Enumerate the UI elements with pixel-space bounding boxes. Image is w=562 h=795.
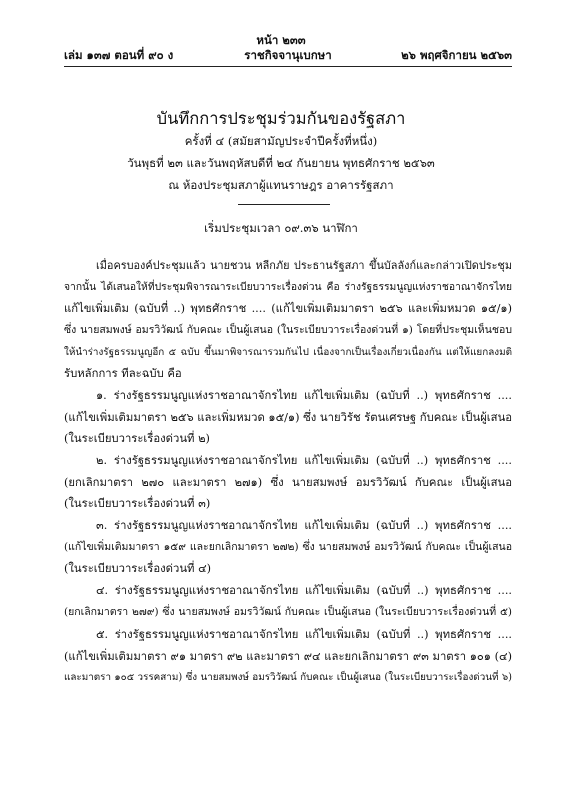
paragraph-line: (แก้ไขเพิ่มเติมมาตรา ๒๕๖ และเพิ่มหมวด ๑๕/๑) ซึ่ง นายวิรัช รัตนเศรษฐ กับคณะ เป็นผู้เสนอ <box>64 410 512 424</box>
paragraph-line: (ยกเลิกมาตรา ๒๗๙) ซึ่ง นายสมพงษ์ อมรวิวัฒน์ กับคณะ เป็นผู้เสนอ (ในระเบียบวาระเรื่องด่วนที่ ๕) <box>64 605 512 618</box>
document-title: บันทึกการประชุมร่วมกันของรัฐสภา <box>156 109 406 128</box>
paragraph-line: (ในระเบียบวาระเรื่องด่วนที่ ๔) <box>64 562 212 576</box>
running-header <box>64 47 512 63</box>
paragraph-line: (ในระเบียบวาระเรื่องด่วนที่ ๒) <box>64 432 210 446</box>
paragraph-intro <box>64 255 512 385</box>
paragraph-line: (แก้ไขเพิ่มเติมมาตรา ๙๑ มาตรา ๙๒ และมาตรา ๙๔ และยกเลิกมาตรา ๙๓ มาตรา ๑๐๑ (๔) <box>64 649 512 663</box>
page-number: หน้า ๒๓๓ <box>256 33 306 47</box>
paragraph-line: ๑. ร่างรัฐธรรมนูญแห่งราชอาณาจักรไทย แก้ไขเพิ่มเติม (ฉบับที่ ..) พุทธศักราช .... <box>96 389 512 402</box>
paragraph-line: แก้ไขเพิ่มเติม (ฉบับที่ ..) พุทธศักราช .... (แก้ไขเพิ่มเติมมาตรา ๒๕๖ และเพิ่มหมวด ๑๕/๑) <box>64 302 512 316</box>
paragraph-line: ๓. ร่างรัฐธรรมนูญแห่งราชอาณาจักรไทย แก้ไขเพิ่มเติม (ฉบับที่ ..) พุทธศักราช .... <box>96 519 512 532</box>
paragraph-line: ให้นำร่างรัฐธรรมนูญอีก ๕ ฉบับ ขึ้นมาพิจารณารวมกันไป เนื่องจากเป็นเรื่องเกี่ยวเนื่องกัน แต่ให้แยกลงมติ <box>64 346 512 358</box>
paragraph-line: และมาตรา ๑๐๕ วรรคสาม) ซึ่ง นายสมพงษ์ อมรวิวัฒน์ กับคณะ เป็นผู้เสนอ (ในระเบียบวาระเรื่องด่วนที่ ๖) <box>64 672 512 684</box>
gazette-name: ราชกิจจานุเบกษา <box>244 48 332 62</box>
agenda-item-3 <box>64 515 512 580</box>
session-line: ครั้งที่ ๔ (สมัยสามัญประจำปีครั้งที่หนึ่ง) <box>184 134 378 148</box>
agenda-item-2 <box>64 450 512 515</box>
paragraph-line: (ในระเบียบวาระเรื่องด่วนที่ ๓) <box>64 497 211 511</box>
paragraph-line: (แก้ไขเพิ่มเติมมาตรา ๑๕๙ และยกเลิกมาตรา ๒๗๒) ซึ่ง นายสมพงษ์ อมรวิวัฒน์ กับคณะ เป็นผู้เสนอ <box>64 540 512 553</box>
paragraph-line: ๕. ร่างรัฐธรรมนูญแห่งราชอาณาจักรไทย แก้ไขเพิ่มเติม (ฉบับที่ ..) พุทธศักราช .... <box>96 628 512 641</box>
paragraph-line: รับหลักการ ทีละฉบับ คือ <box>64 367 182 381</box>
gazette-date: ๒๖ พฤศจิกายน ๒๕๖๓ <box>401 48 512 62</box>
paragraph-line: เมื่อครบองค์ประชุมแล้ว นายชวน หลีกภัย ประธานรัฐสภา ขึ้นบัลลังก์และกล่าวเปิดประชุม <box>96 259 512 272</box>
title-divider <box>238 204 330 205</box>
start-time: เริ่มประชุมเวลา ๐๙.๓๖ นาฬิกา <box>204 221 358 235</box>
volume-issue: เล่ม ๑๓๗ ตอนที่ ๙๐ ง <box>64 48 174 62</box>
paragraph-line: จากนั้น ได้เสนอให้ที่ประชุมพิจารณาระเบียบวาระเรื่องด่วน คือ ร่างรัฐธรรมนูญแห่งราชอาณาจักรไทย <box>64 280 512 293</box>
paragraph-line: (ยกเลิกมาตรา ๒๗๐ และมาตรา ๒๗๑) ซึ่ง นายสมพงษ์ อมรวิวัฒน์ กับคณะ เป็นผู้เสนอ <box>64 475 512 489</box>
paragraph-line: ๔. ร่างรัฐธรรมนูญแห่งราชอาณาจักรไทย แก้ไขเพิ่มเติม (ฉบับที่ ..) พุทธศักราช .... <box>96 584 512 597</box>
paragraph-line: ซึ่ง นายสมพงษ์ อมรวิวัฒน์ กับคณะ เป็นผู้เสนอ (ในระเบียบวาระเรื่องด่วนที่ ๑) โดยที่ประชุมเห็นชอบ <box>64 324 512 337</box>
paragraph-line: ๒. ร่างรัฐธรรมนูญแห่งราชอาณาจักรไทย แก้ไขเพิ่มเติม (ฉบับที่ ..) พุทธศักราช .... <box>96 454 512 467</box>
venue-line: ณ ห้องประชุมสภาผู้แทนราษฎร อาคารรัฐสภา <box>168 178 394 192</box>
agenda-item-5 <box>64 624 512 689</box>
meeting-date-line: วันพุธที่ ๒๓ และวันพฤหัสบดีที่ ๒๔ กันยายน พุทธศักราช ๒๕๖๓ <box>127 156 435 170</box>
agenda-item-1 <box>64 385 512 450</box>
header-rule <box>64 66 512 67</box>
agenda-item-4 <box>64 580 512 623</box>
